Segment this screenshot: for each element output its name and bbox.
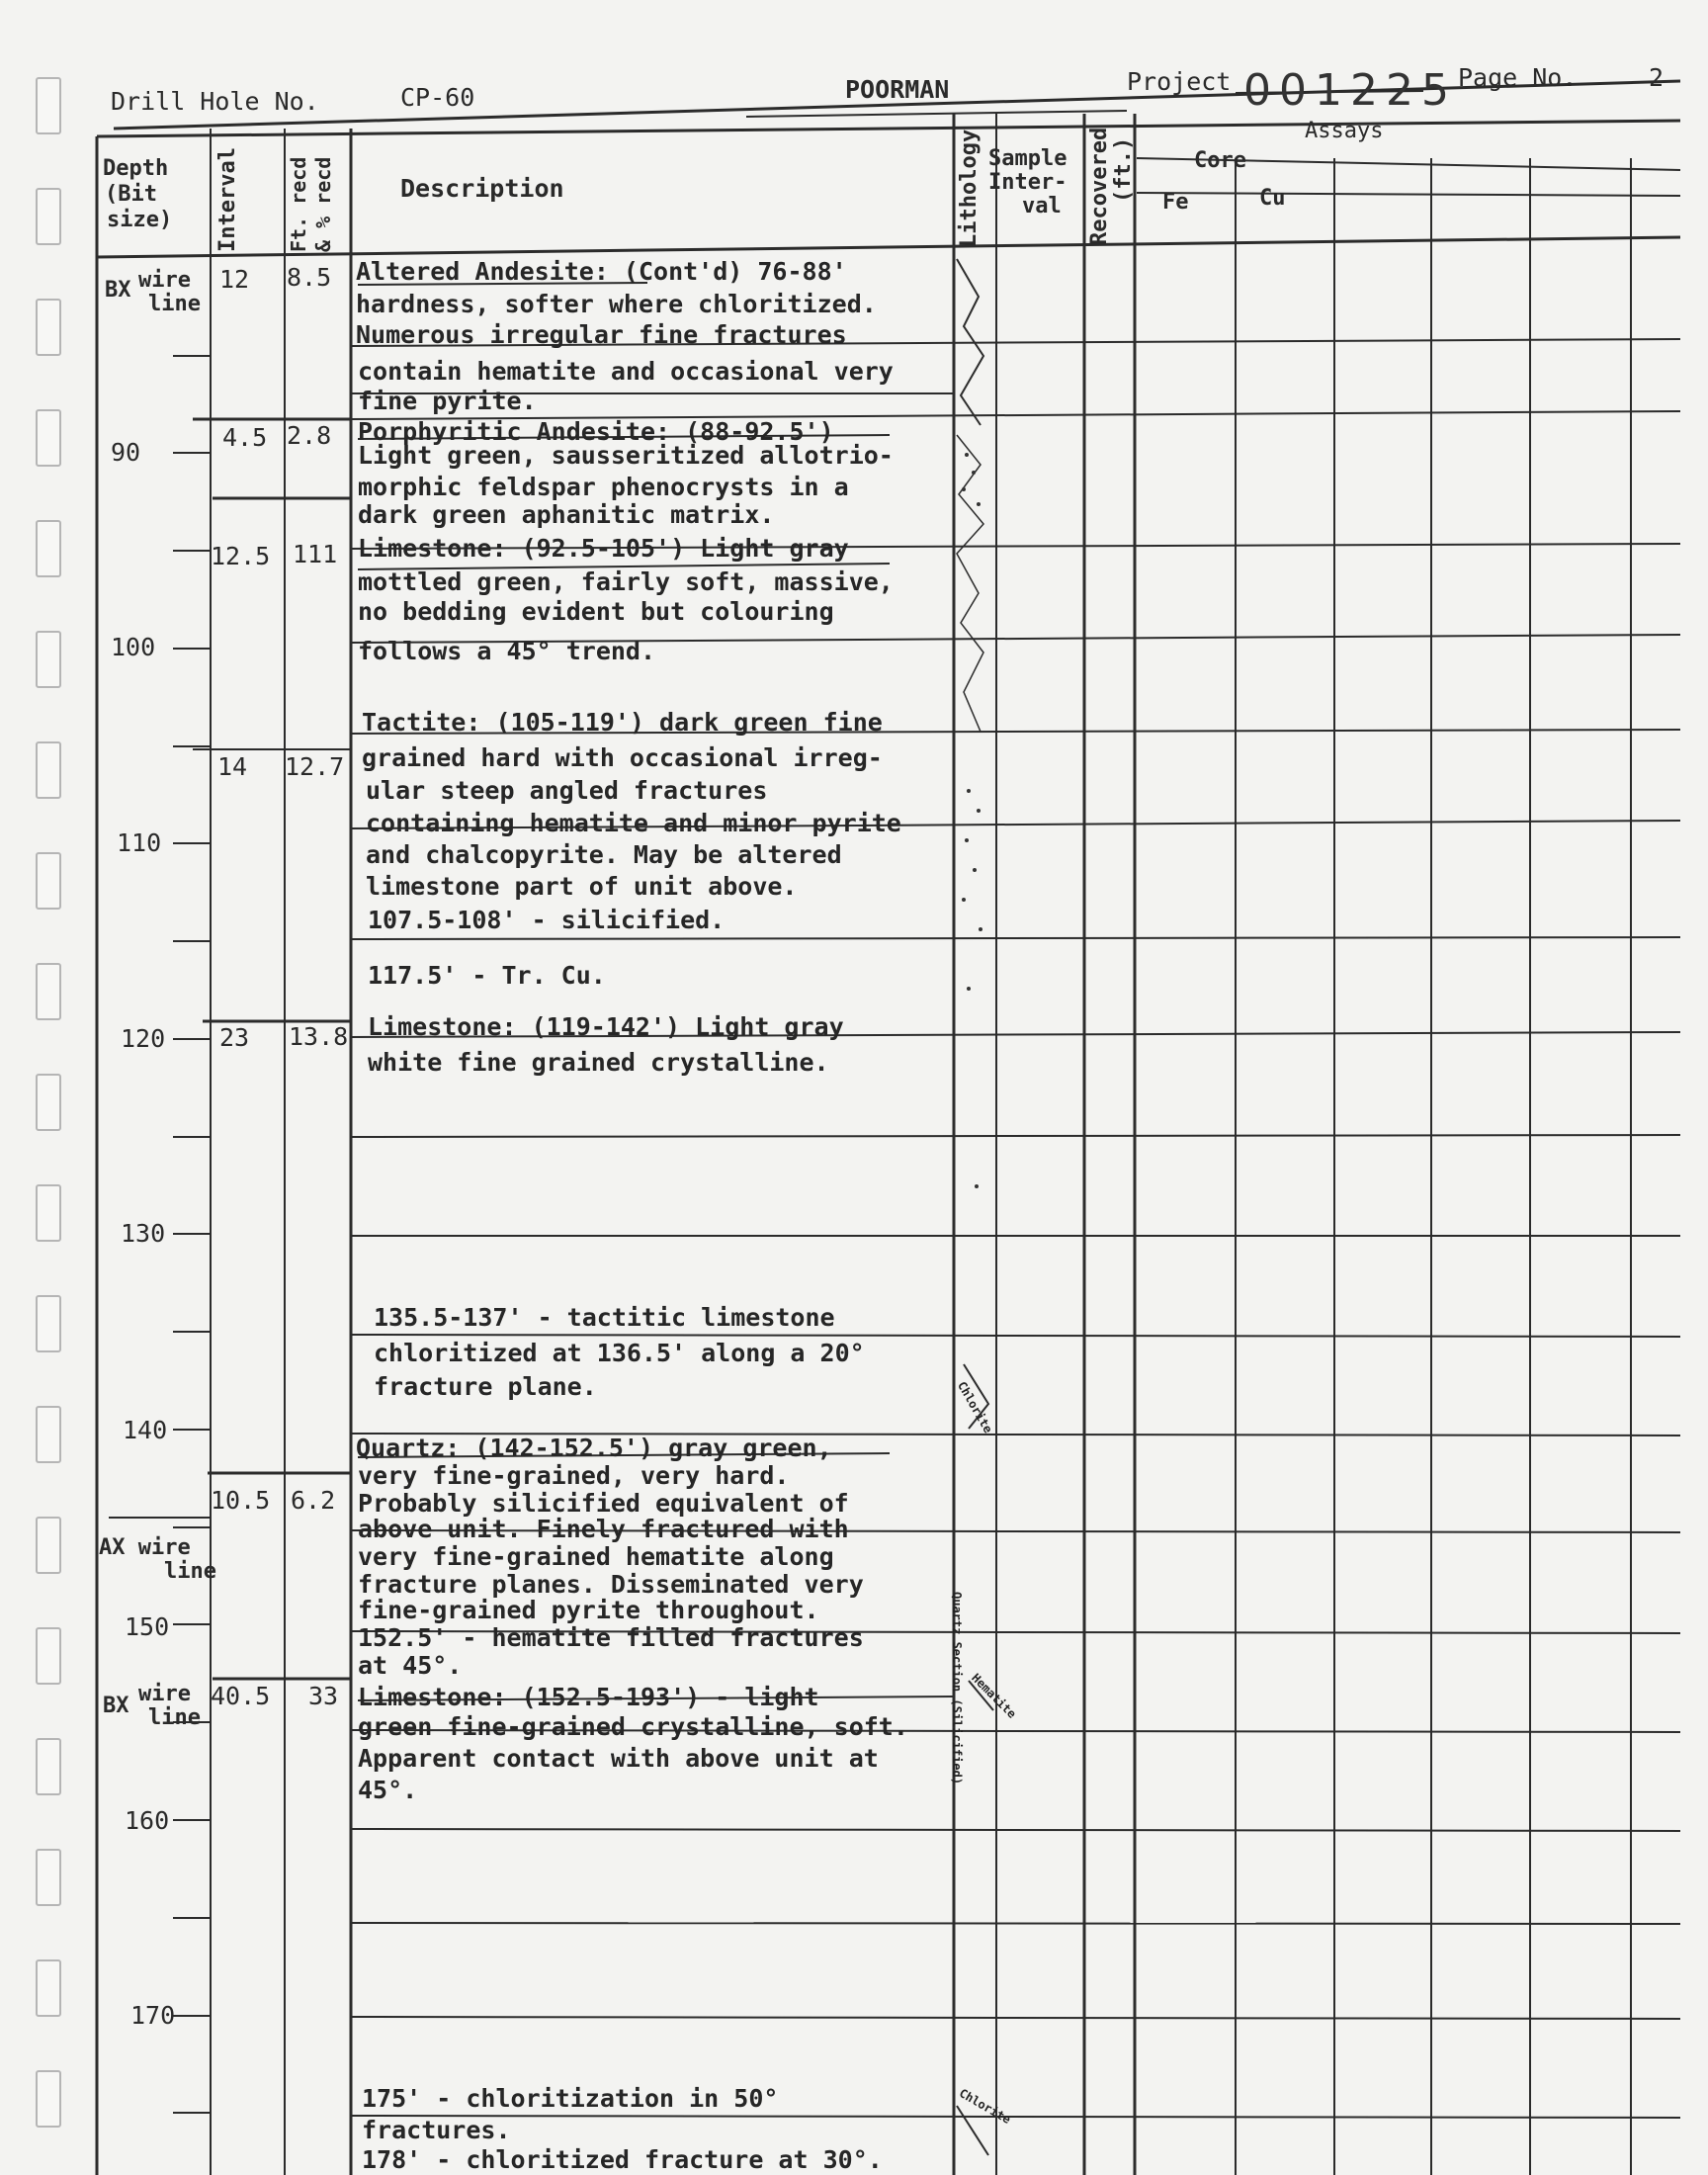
- bit-size-bx: BX: [105, 278, 131, 303]
- description-line: Altered Andesite: (Cont'd) 76-88': [356, 257, 847, 286]
- size-header: size): [107, 208, 173, 232]
- bit-size-wire2: wire: [138, 1682, 191, 1706]
- page-label: Page No.: [1458, 63, 1578, 92]
- depth-label: 160: [125, 1806, 170, 1835]
- description-line: 175' - chloritization in 50°: [362, 2084, 779, 2113]
- mine-name: POORMAN: [845, 75, 950, 104]
- page-number: 2: [1649, 63, 1665, 92]
- drill-hole-number: CP-60: [400, 83, 475, 112]
- description-line: ular steep angled fractures: [366, 776, 768, 805]
- description-line: 152.5' - hematite filled fractures: [358, 1623, 864, 1652]
- description-line: follows a 45° trend.: [358, 637, 656, 665]
- recovery-value: 6.2: [291, 1486, 336, 1515]
- bit-header: (Bit: [105, 182, 157, 207]
- description-line: Quartz: (142-152.5') gray green,: [356, 1434, 832, 1462]
- description-line: Limestone: (92.5-105') Light gray: [358, 534, 849, 563]
- interval-value: 23: [219, 1023, 250, 1052]
- recovery-value: 111: [293, 540, 338, 568]
- assays-header: Assays: [1305, 119, 1384, 143]
- description-line: fracture plane.: [374, 1372, 597, 1401]
- interval-value: 14: [217, 752, 248, 781]
- lithology-header: Lithology: [957, 129, 982, 247]
- depth-label: 100: [111, 633, 156, 661]
- description-line: 107.5-108' - silicified.: [368, 906, 726, 934]
- depth-label: 110: [117, 828, 162, 857]
- description-line: mottled green, fairly soft, massive,: [358, 567, 894, 596]
- description-line: Tactite: (105-119') dark green fine: [362, 708, 883, 737]
- description-line: white fine grained crystalline.: [368, 1048, 829, 1077]
- description-line: Light green, sausseritized allotrio-: [358, 441, 894, 470]
- interval-value: 12: [219, 265, 250, 294]
- project-number: 001225: [1243, 65, 1457, 116]
- cu-header: Cu: [1259, 186, 1286, 211]
- interval-value: 40.5: [211, 1682, 271, 1710]
- depth-label: 150: [125, 1612, 170, 1641]
- recovery-value: 8.5: [287, 263, 332, 292]
- description-line: fracture planes. Disseminated very: [358, 1570, 864, 1599]
- recovery-value: 33: [308, 1682, 339, 1710]
- description-line: chloritized at 136.5' along a 20°: [374, 1339, 865, 1367]
- bit-size-bx2: BX: [103, 1694, 129, 1718]
- description-line: hardness, softer where chloritized.: [356, 290, 877, 318]
- ft-header: (ft.): [1111, 136, 1136, 203]
- interval-value: 12.5: [211, 542, 271, 570]
- recovery-value: 13.8: [289, 1022, 349, 1051]
- description-line: very fine-grained hematite along: [358, 1542, 834, 1571]
- description-line: fine-grained pyrite throughout.: [358, 1596, 819, 1624]
- description-line: 135.5-137' - tactitic limestone: [374, 1303, 835, 1332]
- description-line: Numerous irregular fine fractures: [356, 320, 847, 349]
- bit-size-ax-line: line: [164, 1559, 216, 1584]
- description-line: at 45°.: [358, 1651, 463, 1680]
- lithology-note: Quartz Section (Silicified): [950, 1592, 964, 1785]
- fe-header: Fe: [1162, 190, 1189, 215]
- interval-header: Interval: [215, 147, 240, 252]
- bit-size-ax-wire: AX wire: [99, 1535, 191, 1560]
- description-line: 117.5' - Tr. Cu.: [368, 961, 606, 990]
- depth-label: 90: [111, 438, 141, 467]
- description-line: containing hematite and minor pyrite: [366, 809, 901, 837]
- description-line: morphic feldspar phenocrysts in a: [358, 473, 849, 501]
- description-line: fine pyrite.: [358, 387, 537, 415]
- description-line: fractures.: [362, 2116, 511, 2144]
- recovered-header: Recovered: [1087, 127, 1112, 245]
- description-line: Probably silicified equivalent of: [358, 1489, 849, 1518]
- recovery-value: 2.8: [287, 421, 332, 450]
- description-line: green fine-grained crystalline, soft.: [358, 1712, 908, 1741]
- description-line: 45°.: [358, 1776, 418, 1804]
- core-header: Core: [1194, 148, 1246, 173]
- ft-recd-header: Ft. recd: [287, 156, 310, 252]
- description-line: limestone part of unit above.: [366, 872, 798, 901]
- description-line: Limestone: (119-142') Light gray: [368, 1012, 844, 1041]
- bit-size-wire: wire: [138, 268, 191, 293]
- lithology-note: Chlorite: [957, 2086, 1014, 2128]
- description-line: very fine-grained, very hard.: [358, 1461, 790, 1490]
- drill-hole-label: Drill Hole No.: [111, 87, 319, 116]
- project-label: Project: [1127, 67, 1232, 96]
- depth-label: 120: [121, 1024, 166, 1053]
- bit-size-line2: line: [148, 1705, 201, 1730]
- recovery-value: 12.7: [285, 752, 345, 781]
- description-line: and chalcopyrite. May be altered: [366, 840, 842, 869]
- description-header: Description: [400, 174, 564, 203]
- depth-header: Depth: [103, 156, 169, 181]
- description-line: no bedding evident but colouring: [358, 597, 834, 626]
- sample-header: Sample: [988, 146, 1068, 171]
- lithology-note: Chlorite: [954, 1379, 995, 1436]
- description-line: contain hematite and occasional very: [358, 357, 894, 386]
- val-header: val: [1022, 194, 1062, 218]
- depth-label: 170: [130, 2001, 176, 2030]
- depth-label: 140: [123, 1416, 168, 1444]
- description-line: Apparent contact with above unit at: [358, 1744, 879, 1773]
- description-line: dark green aphanitic matrix.: [358, 500, 775, 529]
- depth-label: 130: [121, 1219, 166, 1248]
- description-line: Limestone: (152.5-193') - light: [358, 1683, 819, 1711]
- pct-recd-header: & % recd: [311, 156, 335, 252]
- description-line: grained hard with occasional irreg-: [362, 743, 883, 772]
- inter-header: Inter-: [988, 170, 1068, 195]
- interval-value: 4.5: [222, 423, 268, 452]
- interval-value: 10.5: [211, 1486, 271, 1515]
- description-line: 178' - chloritized fracture at 30°.: [362, 2145, 883, 2174]
- description-line: above unit. Finely fractured with: [358, 1515, 849, 1543]
- description-line: Porphyritic Andesite: (88-92.5'): [358, 417, 834, 446]
- bit-size-line: line: [148, 292, 201, 316]
- lithology-note: Hematite: [969, 1671, 1019, 1721]
